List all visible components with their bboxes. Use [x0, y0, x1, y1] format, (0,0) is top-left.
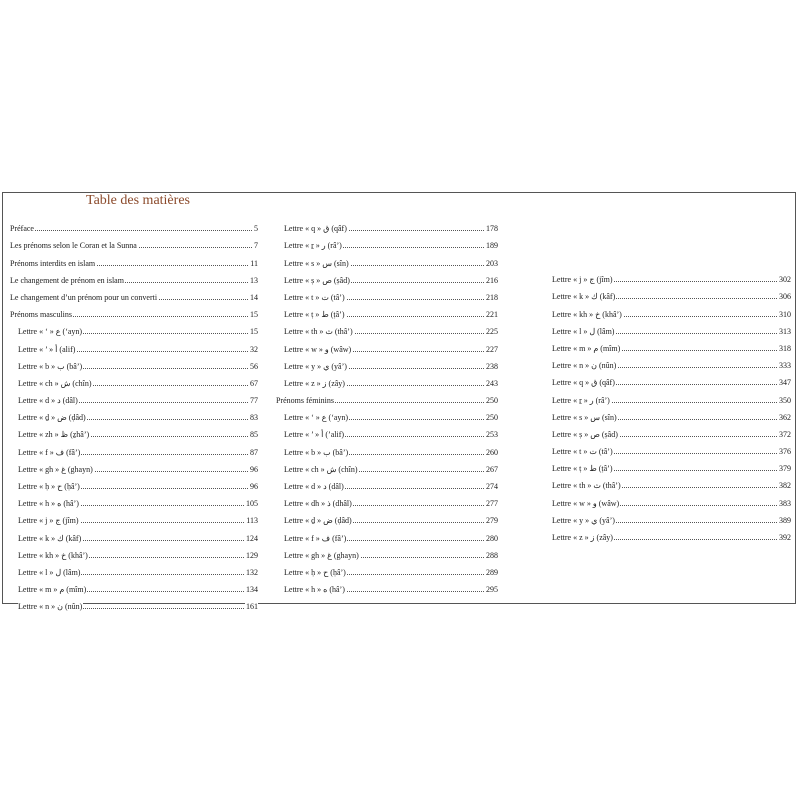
toc-entry[interactable]: [10, 374, 258, 391]
toc-page-number: 11: [250, 258, 258, 268]
toc-entry-label: Lettre « n » ن (nûn): [18, 602, 83, 612]
toc-entry[interactable]: [276, 511, 498, 528]
toc-entry-label: Lettre « zh » ظ (ẕhâ’): [18, 430, 90, 440]
toc-entry[interactable]: [544, 339, 791, 356]
toc-page-number: 376: [779, 447, 791, 457]
toc-entry-label: Lettre « b » ب (bâ’): [18, 361, 83, 371]
toc-column-2: [276, 219, 498, 597]
toc-entry-label: Lettre « ḏ » ض (ḍâd): [18, 413, 86, 423]
toc-entry-label: Lettre « k » ك (kâf): [552, 292, 616, 302]
toc-section-entry[interactable]: [10, 305, 258, 322]
toc-page-number: 238: [486, 361, 498, 371]
toc-entry[interactable]: [10, 477, 258, 494]
toc-entry-label: Lettre « j » ج (jîm): [18, 516, 79, 526]
toc-page-number: 382: [779, 481, 791, 491]
toc-page-number: 267: [486, 464, 498, 474]
dot-leader: [10, 230, 258, 231]
toc-section-entry[interactable]: [10, 253, 258, 270]
toc-page-number: 13: [250, 275, 258, 285]
toc-entry-label: Lettre « gh » غ (ghayn): [284, 550, 359, 560]
toc-entry[interactable]: [10, 546, 258, 563]
toc-entry[interactable]: [544, 459, 791, 476]
toc-page-number: 105: [246, 499, 258, 509]
toc-entry-label: Lettre « d » د (dâl): [18, 396, 78, 406]
toc-entry[interactable]: [10, 511, 258, 528]
toc-entry-label: Lettre « l » ل (lâm): [552, 326, 615, 336]
toc-page-number: 310: [779, 309, 791, 319]
toc-page-number: 32: [250, 344, 258, 354]
toc-entry[interactable]: [544, 442, 791, 459]
toc-page-number: 218: [486, 292, 498, 302]
toc-entry-label: Lettre « ḥ » ح (ḥâ’): [18, 482, 80, 491]
toc-entry[interactable]: [10, 442, 258, 459]
toc-entry[interactable]: [276, 528, 498, 545]
toc-entry-label: Lettre « w » و (wâw): [552, 498, 620, 508]
toc-entry[interactable]: [10, 408, 258, 425]
toc-page-number: 379: [779, 464, 791, 474]
toc-page-number: 250: [486, 413, 498, 423]
toc-entry[interactable]: [544, 322, 791, 339]
toc-page-number: 280: [486, 533, 498, 543]
toc-page-number: 178: [486, 224, 498, 234]
toc-entry[interactable]: [544, 287, 791, 304]
toc-entry[interactable]: [10, 460, 258, 477]
toc-page-number: 56: [250, 361, 258, 371]
toc-entry-label: Lettre « z » ز (zây): [552, 533, 613, 542]
toc-entry[interactable]: [544, 390, 791, 407]
toc-entry-label: Lettre « gh » غ (ghayn): [18, 464, 93, 474]
toc-entry-label: Lettre « q » ق (qâf): [284, 224, 347, 234]
toc-page-number: 67: [250, 378, 258, 388]
toc-entry[interactable]: [10, 339, 258, 356]
toc-entry[interactable]: [276, 357, 498, 374]
toc-entry[interactable]: [276, 563, 498, 580]
toc-entry-label: Lettre « b » ب (bâ’): [284, 447, 349, 457]
toc-page-number: 306: [779, 292, 791, 302]
toc-column-3: [544, 270, 791, 545]
toc-entry-label: Lettre « t » ت (tâ’): [284, 292, 345, 302]
toc-page-number: 15: [250, 310, 258, 320]
toc-entry[interactable]: [276, 305, 498, 322]
toc-entry[interactable]: [276, 219, 498, 236]
toc-entry[interactable]: [276, 425, 498, 442]
toc-entry[interactable]: [10, 494, 258, 511]
toc-entry-label: Lettre « ‘ » ع (‘ayn): [18, 327, 83, 337]
toc-entry[interactable]: [544, 270, 791, 287]
toc-page-number: 277: [486, 499, 498, 509]
toc-entry-label: Lettre « f » ف (fâ’): [18, 447, 81, 457]
toc-column-1: [10, 219, 258, 614]
toc-entry[interactable]: [10, 597, 258, 614]
toc-entry-label: Lettre « th » ث (thâ’): [552, 481, 621, 491]
toc-page-number: 253: [486, 430, 498, 440]
toc-entry-label: Lettre « ch » ش (chîn): [284, 464, 358, 474]
toc-entry[interactable]: [276, 408, 498, 425]
toc-page-number: 161: [246, 602, 258, 612]
toc-section-entry[interactable]: [10, 236, 258, 253]
toc-entry-label: Les prénoms selon le Coran et la Sunna: [10, 241, 137, 251]
toc-entry[interactable]: [10, 357, 258, 374]
toc-page-number: 289: [486, 567, 498, 577]
toc-entry-label: Lettre « t » ت (tâ’): [552, 447, 613, 457]
toc-entry[interactable]: [544, 425, 791, 442]
toc-page-number: 77: [250, 396, 258, 406]
toc-entry[interactable]: [544, 356, 791, 373]
toc-page-number: 227: [486, 344, 498, 354]
toc-entry-label: Lettre « s » س (sîn): [284, 258, 349, 268]
toc-page-number: 243: [486, 378, 498, 388]
toc-entry-label: Lettre « j » ج (jîm): [552, 275, 613, 285]
toc-entry-label: Lettre « h » ه (hâ’): [18, 499, 79, 509]
toc-entry-label: Lettre « s » س (sîn): [552, 412, 617, 422]
toc-entry[interactable]: [10, 528, 258, 545]
toc-page-number: 96: [250, 464, 258, 474]
toc-entry-label: Lettre « ḏ » ض (ḍâd): [284, 516, 352, 526]
toc-entry-label: Lettre « ‘ » ع (‘ayn): [284, 413, 349, 423]
toc-entry-label: Lettre « m » م (mîm): [18, 585, 87, 595]
toc-page-number: 274: [486, 482, 498, 491]
toc-entry[interactable]: [544, 304, 791, 321]
toc-entry[interactable]: [10, 580, 258, 597]
toc-page-number: 124: [246, 533, 258, 543]
toc-page-number: 83: [250, 413, 258, 423]
toc-page-number: 350: [779, 395, 791, 405]
toc-entry-label: Le changement de prénom en islam: [10, 275, 124, 285]
toc-page-number: 302: [779, 275, 791, 285]
toc-entry-label: Lettre « kh » خ (khâ’): [552, 309, 622, 319]
toc-entry-label: Lettre « l » ل (lâm): [18, 567, 81, 577]
toc-entry-label: Lettre « y » ي (yâ’): [552, 515, 615, 525]
toc-entry[interactable]: [276, 546, 498, 563]
toc-entry-label: Lettre « ch » ش (chîn): [18, 378, 92, 388]
toc-entry-label: Lettre « k » ك (kâf): [18, 533, 82, 543]
toc-entry-label: Lettre « kh » خ (khâ’): [18, 550, 88, 560]
toc-entry[interactable]: [276, 253, 498, 270]
toc-entry[interactable]: [276, 374, 498, 391]
toc-entry[interactable]: [10, 322, 258, 339]
toc-page-number: 383: [779, 498, 791, 508]
toc-entry-label: Lettre « ’ » أ (alif): [18, 344, 76, 354]
toc-page-number: 221: [486, 310, 498, 320]
toc-page-number: 347: [779, 378, 791, 388]
toc-entry[interactable]: [544, 528, 791, 545]
toc-page-number: 362: [779, 412, 791, 422]
toc-page-number: 129: [246, 550, 258, 560]
toc-entry[interactable]: [10, 563, 258, 580]
toc-page-number: 392: [779, 533, 791, 542]
toc-entry-label: Lettre « dh » ذ (dhâl): [284, 499, 352, 509]
toc-page-number: 15: [250, 327, 258, 337]
toc-page-number: 372: [779, 429, 791, 439]
toc-entry-label: Prénoms masculins: [10, 310, 72, 320]
toc-page-number: 96: [250, 482, 258, 491]
toc-entry[interactable]: [276, 460, 498, 477]
toc-entry[interactable]: [276, 322, 498, 339]
toc-page-number: 295: [486, 585, 498, 595]
toc-entry-label: Lettre « z » ز (zây): [284, 378, 345, 388]
toc-page-number: 279: [486, 516, 498, 526]
toc-entry-label: Lettre « q » ق (qâf): [552, 378, 615, 388]
toc-page-number: 85: [250, 430, 258, 440]
toc-entry-label: Lettre « ’ » أ (’alif): [284, 430, 345, 440]
toc-entry[interactable]: [276, 288, 498, 305]
toc-section-entry[interactable]: [276, 391, 498, 408]
toc-entry[interactable]: [276, 442, 498, 459]
toc-page-number: 87: [250, 447, 258, 457]
toc-page-number: 134: [246, 585, 258, 595]
toc-entry[interactable]: [544, 511, 791, 528]
toc-title: Table des matières: [86, 193, 190, 208]
toc-entry[interactable]: [276, 339, 498, 356]
toc-entry-label: Prénoms interdits en islam: [10, 258, 96, 268]
toc-page-number: 260: [486, 447, 498, 457]
toc-section-entry[interactable]: [10, 219, 258, 236]
toc-entry-label: Lettre « y » ي (yâ’): [284, 361, 347, 371]
toc-page-number: 333: [779, 361, 791, 371]
toc-entry-label: Lettre « ḥ » ح (ḥâ’): [284, 567, 346, 577]
toc-entry-label: Lettre « ṟ » ر (râ’): [552, 395, 610, 405]
toc-entry-label: Lettre « ṟ » ر (râ’): [284, 241, 342, 251]
toc-page-number: 250: [486, 396, 498, 406]
toc-entry[interactable]: [544, 493, 791, 510]
toc-page-number: 203: [486, 258, 498, 268]
toc-entry-label: Lettre « f » ف (fâ’): [284, 533, 347, 543]
toc-page-number: 318: [779, 343, 791, 353]
toc-entry[interactable]: [544, 408, 791, 425]
toc-entry[interactable]: [276, 271, 498, 288]
toc-entry[interactable]: [10, 391, 258, 408]
toc-entry-label: Lettre « m » م (mîm): [552, 343, 621, 353]
toc-entry-label: Lettre « w » و (wâw): [284, 344, 352, 354]
toc-entry[interactable]: [10, 425, 258, 442]
toc-entry-label: Lettre « h » ه (hâ’): [284, 585, 345, 595]
toc-entry-label: Lettre « th » ث (thâ’): [284, 327, 353, 337]
toc-page-number: 14: [250, 292, 258, 302]
toc-entry-label: Le changement d’un prénom pour un converti: [10, 292, 158, 302]
toc-entry[interactable]: [276, 236, 498, 253]
toc-page-number: 5: [254, 224, 258, 234]
toc-page-number: 288: [486, 550, 498, 560]
toc-entry[interactable]: [544, 373, 791, 390]
toc-page-number: 7: [254, 241, 258, 251]
toc-page-number: 113: [246, 516, 258, 526]
toc-page-number: 216: [486, 275, 498, 285]
toc-entry-label: Lettre « ṣ » ص (ṣâd): [552, 429, 618, 439]
toc-page-number: 225: [486, 327, 498, 337]
toc-section-entry[interactable]: [10, 288, 258, 305]
toc-entry-label: Préface: [10, 224, 34, 234]
toc-entry-label: Lettre « ṣ » ص (ṣâd): [284, 275, 350, 285]
toc-entry-label: Prénoms féminins: [276, 396, 334, 406]
toc-page-number: 132: [246, 567, 258, 577]
toc-entry-label: Lettre « ṭ » ط (ṭâ’): [552, 464, 613, 474]
toc-entry[interactable]: [544, 476, 791, 493]
toc-entry[interactable]: [276, 580, 498, 597]
toc-entry[interactable]: [276, 477, 498, 494]
toc-entry-label: Lettre « d » د (dâl): [284, 482, 344, 491]
toc-entry[interactable]: [276, 494, 498, 511]
toc-page-number: 389: [779, 515, 791, 525]
toc-section-entry[interactable]: [10, 271, 258, 288]
toc-page-number: 313: [779, 326, 791, 336]
toc-entry-label: Lettre « n » ن (nûn): [552, 361, 617, 371]
toc-entry-label: Lettre « ṭ » ط (ṭâ’): [284, 310, 345, 320]
toc-page-number: 189: [486, 241, 498, 251]
